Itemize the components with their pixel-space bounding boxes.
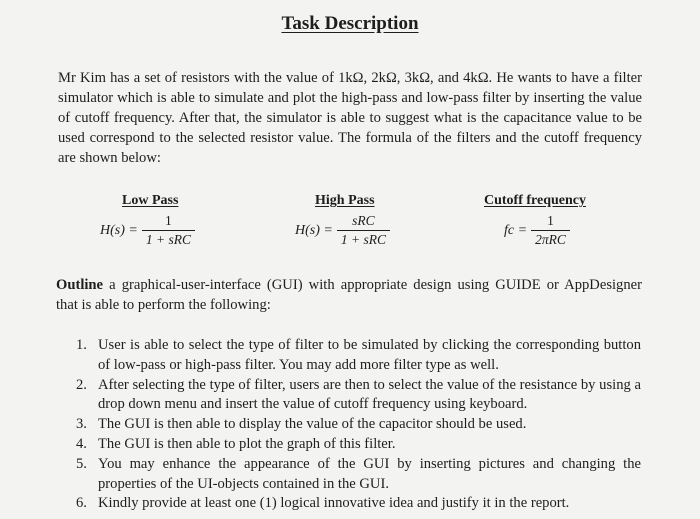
list-item-text: The GUI is then able to display the value of the capacitor should be used. xyxy=(98,416,527,433)
high-pass-denominator: 1 + sRC xyxy=(337,230,390,248)
intro-paragraph: Mr Kim has a set of resistors with the value of 1kΩ, 2kΩ, 3kΩ, and 4kΩ. He wants to have a filter simulator which is able to simulate and plot the high-pass and low-pass filter by inserting the value of cutoff frequency. After that, the simulator is able to suggest what is the capacitance value to be used correspond to the selected resistor value. The formula of the filters and the cutoff frequency are shown below: xyxy=(58,70,642,166)
low-pass-lhs: H(s) = xyxy=(100,222,138,238)
list-item-number: 1. xyxy=(76,337,87,353)
high-pass-formula xyxy=(295,193,390,248)
list-item-number: 4. xyxy=(76,435,87,452)
low-pass-denominator: 1 + sRC xyxy=(142,230,195,248)
cutoff-frequency-heading: Cutoff frequency xyxy=(484,193,587,208)
outline-lead: Outline xyxy=(56,277,104,293)
list-item-text: User is able to select the type of filter to be simulated by clicking the corresponding button of low-pass or high-pass filter. You may add more filter type as well. xyxy=(98,337,641,373)
high-pass-numerator: sRC xyxy=(352,213,375,228)
cutoff-denominator: 2πRC xyxy=(531,230,570,248)
cutoff-frequency-equation xyxy=(504,213,586,248)
outline-text: a graphical-user-interface (GUI) with appropriate design using GUIDE or AppDesigner that is able to perform the following: xyxy=(56,277,642,313)
low-pass-formula xyxy=(100,193,195,248)
list-item-number: 6. xyxy=(76,495,87,512)
cutoff-numerator: 1 xyxy=(547,213,554,228)
outline-paragraph xyxy=(56,275,642,315)
list-item-text: You may enhance the appearance of the GUI by inserting pictures and changing the properties of the UI-objects contained in the GUI. xyxy=(98,455,641,492)
high-pass-equation xyxy=(295,213,390,248)
cutoff-frequency-formula xyxy=(484,193,586,248)
list-item-text: Kindly provide at least one (1) logical innovative idea and justify it in the report. xyxy=(98,495,570,512)
list-item-text: After selecting the type of filter, users are then to select the value of the resistance by using a drop down menu and insert the value of cutoff frequency using keyboard. xyxy=(98,376,641,413)
cutoff-lhs: fc = xyxy=(504,222,528,238)
list-item-text: The GUI is then able to plot the graph of this filter. xyxy=(98,435,396,452)
page-title: Task Description xyxy=(281,13,419,34)
list-item-number: 3. xyxy=(76,416,87,433)
list-item xyxy=(76,435,641,455)
high-pass-heading: High Pass xyxy=(315,193,375,208)
high-pass-lhs: H(s) = xyxy=(295,222,333,238)
high-pass-fraction xyxy=(337,213,390,248)
requirements-list xyxy=(76,336,641,514)
list-item xyxy=(76,455,641,495)
low-pass-equation xyxy=(100,213,195,248)
list-item-number: 5. xyxy=(76,455,87,472)
cutoff-fraction xyxy=(531,213,570,248)
list-item xyxy=(76,494,641,514)
list-item-number: 2. xyxy=(76,376,87,393)
low-pass-fraction xyxy=(142,213,195,248)
low-pass-heading: Low Pass xyxy=(122,193,179,208)
list-item xyxy=(76,336,641,376)
low-pass-numerator: 1 xyxy=(165,213,172,228)
list-item xyxy=(76,376,641,416)
list-item xyxy=(76,415,641,435)
